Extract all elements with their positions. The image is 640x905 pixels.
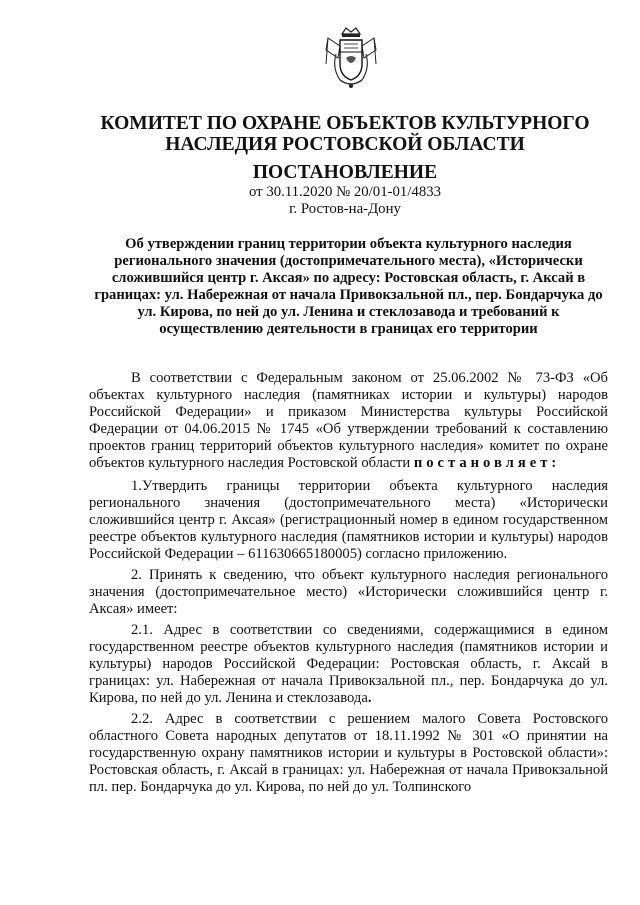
document-title: Об утверждении границ территории объекта культурного наследия регионального значения (достопримечательного места), «Исторически сложившийся центр г. Аксая» по адресу: Ростовская область, г. Аксай в границах: ул. Набережная от начала Привокзальной пл., пер. Бондарчука до ул. Кирова, по ней до ул. Ленина и стеклозавода и требований к осуществлению деятельности в границах его территории [94, 236, 603, 337]
item-2-1-end: . [367, 690, 372, 706]
document-city: г. Ростов-на-Дону [289, 201, 401, 217]
item-2-2-paragraph: 2.2. Адрес в соответствии с решением малого Совета Ростовского областного Совета народных депутатов от 18.11.1992 № 301 «О принятии на государственную охрану памятников истории и культуры в Ростовской области»: Ростовская область, г. Аксай в границах: ул. Набережная от начала Привокзальной пл. пер. Бондарчука до ул. Кирова, по ней до ул. Толпинского [89, 711, 608, 795]
item-2-1-text: 2.1. Адрес в соответствии со сведениями, содержащимися в едином государственном реестре объектов культурного наследия (памятников истории и культуры) народов Российской Федерации: Ростовская область, г. Аксай в границах: ул. Набережная от начала Привокзальной пл., пер. Бондарчука до ул. Кирова, по ней до ул. Ленина и стеклозавода [89, 622, 608, 706]
intro-paragraph [89, 370, 608, 472]
coat-of-arms-icon [322, 24, 380, 92]
organization-name: КОМИТЕТ ПО ОХРАНЕ ОБЪЕКТОВ КУЛЬТУРНОГО НАСЛЕДИЯ РОСТОВСКОЙ ОБЛАСТИ [100, 113, 590, 155]
resolve-word: постановляет: [413, 455, 561, 471]
document-type: ПОСТАНОВЛЕНИЕ [252, 162, 438, 183]
item-2-paragraph: 2. Принять к сведению, что объект культурного наследия регионального значения (достопримечательное место) «Исторически сложившийся центр г. Аксая» имеет: [89, 567, 608, 617]
item-2-1-paragraph [89, 622, 608, 707]
document-body [89, 370, 608, 800]
document-date-number: от 30.11.2020 № 20/01-01/4833 [248, 184, 442, 200]
intro-text: В соответствии с Федеральным законом от 25.06.2002 № 73-ФЗ «Об объектах культурного наследия (памятниках истории и культуры) народов Российской Федерации» и приказом Министерства культуры Российской Федерации от 04.06.2015 № 1745 «Об утверждении требований к составлению проектов границ территорий объектов культурного наследия» комитет по охране объектов культурного наследия Ростовской области [89, 370, 608, 471]
item-1-paragraph: 1.Утвердить границы территории объекта культурного наследия регионального значения (достопримечательного места) «Исторически сложившийся центр г. Аксая» (регистрационный номер в едином государственном реестре объектов культурного наследия (памятников истории и культуры) народов Российской Федерации – 611630665180005) согласно приложению. [89, 478, 608, 562]
